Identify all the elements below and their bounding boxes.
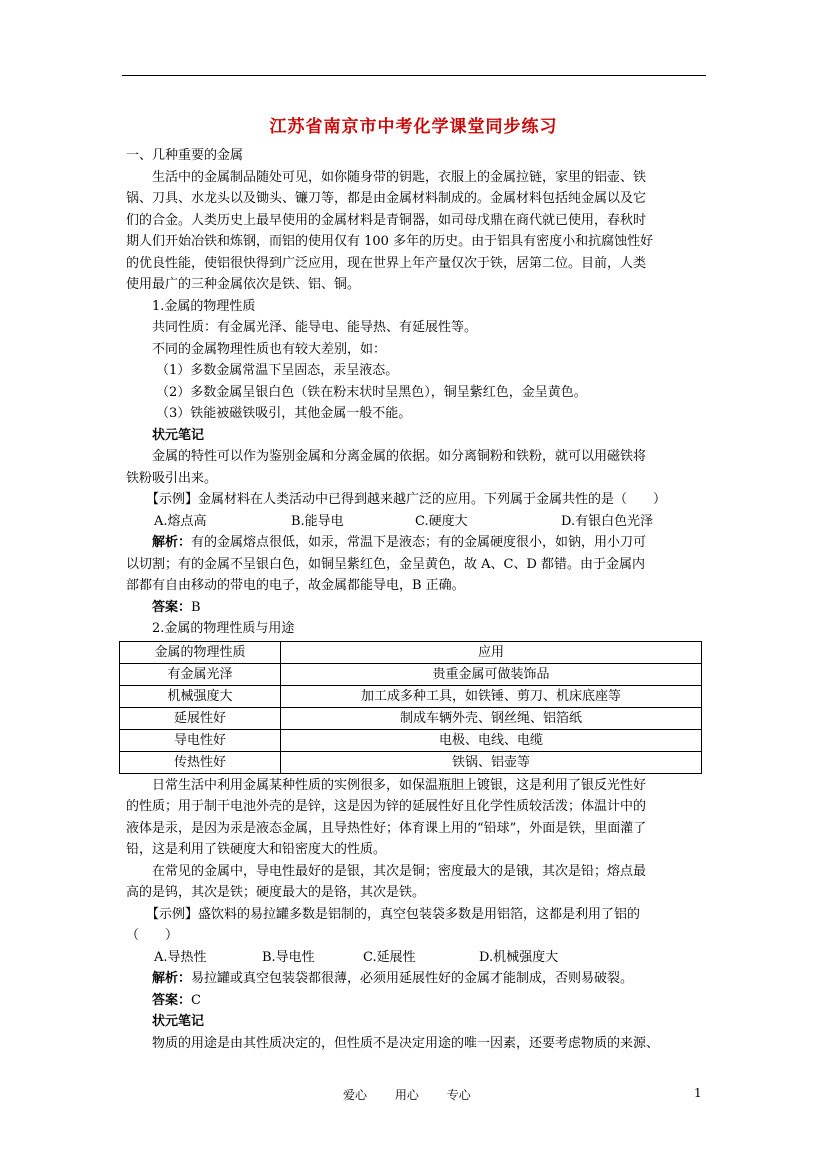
metals-line: 在常见的金属中，导电性最好的是银，其次是铜；密度最大的是锇，其次是铅；熔点最 bbox=[152, 863, 647, 879]
intro-line: 生活中的金属制品随处可见，如你随身带的钥匙，衣服上的金属拉链，家里的铝壶、铁 bbox=[152, 169, 647, 185]
subheading-properties-uses: 2.金属的物理性质与用途 bbox=[152, 621, 295, 636]
table-header: 应用 bbox=[281, 641, 702, 663]
note-heading bbox=[126, 1011, 710, 1033]
table-cell: 导电性好 bbox=[120, 729, 281, 751]
analysis-text: 易拉罐或真空包装袋都很薄，必须用延展性好的金属才能制成，否则易破裂。 bbox=[191, 971, 634, 986]
option-c: C.硬度大 bbox=[415, 513, 468, 529]
metals-line: 高的是钨，其次是铁；硬度最大的是铬，其次是铁。 bbox=[126, 885, 426, 900]
intro-line: 锅、刀具、水龙头以及锄头、镰刀等，都是由金属材料制成的。金属材料包括纯金属以及它 bbox=[126, 191, 647, 206]
table-row bbox=[120, 685, 702, 707]
daily-line: 的性质；用于制干电池外壳的是锌，这是因为锌的延展性好且化学性质较活泼；体温计中的 bbox=[126, 799, 647, 814]
analysis-label: 解析： bbox=[152, 535, 192, 550]
list-item: （3）铁能被磁铁吸引，其他金属一般不能。 bbox=[156, 406, 412, 421]
table-cell: 制成车辆外壳、钢丝绳、铝箔纸 bbox=[281, 707, 702, 729]
analysis-line: 部都有自由移动的带电的电子，故金属都能导电，B 正确。 bbox=[126, 578, 465, 593]
table-row bbox=[120, 751, 702, 773]
answer-value: C bbox=[191, 992, 201, 1008]
answer-label: 答案： bbox=[152, 992, 192, 1008]
note-heading-text: 状元笔记 bbox=[152, 1014, 205, 1029]
page-number: 1 bbox=[694, 1086, 702, 1100]
intro-line: 们的合金。人类历史上最早使用的金属材料是青铜器，如司母戊鼎在商代就已使用，春秋时 bbox=[126, 212, 647, 228]
header-rule bbox=[122, 75, 706, 76]
example-text: 盛饮料的易拉罐多数是铝制的，真空包装袋多数是用铝箔，这都是利用了铝的 bbox=[198, 906, 641, 922]
footer-word: 爱心 bbox=[343, 1088, 368, 1102]
example-2-bracket: （ ） bbox=[126, 928, 179, 943]
table-cell: 加工成多种工具，如铁锤、剪刀、机床底座等 bbox=[281, 685, 702, 707]
analysis-line: 以切割；有的金属不呈银白色，如铜呈紫红色，金呈黄色，故 A、C、D 都错。由于金属内 bbox=[126, 556, 646, 572]
answer-line bbox=[126, 990, 710, 1012]
analysis-line bbox=[126, 968, 710, 990]
answer-label: 答案： bbox=[152, 599, 192, 615]
subheading-physical-properties: 1.金属的物理性质 bbox=[152, 298, 256, 314]
note-line: 物质的用途是由其性质决定的，但性质不是决定用途的唯一因素，还要考虑物质的来源、 bbox=[152, 1035, 660, 1051]
option-b: B.导电性 bbox=[262, 949, 315, 965]
properties-table bbox=[119, 641, 702, 774]
option-d: D.有银白色光泽 bbox=[561, 513, 654, 529]
daily-line: 液体是汞，是因为汞是液态金属，且导热性好；体育课上用的“铅球”，外面是铁，里面灌了 bbox=[126, 820, 647, 836]
answer-value: B bbox=[191, 599, 201, 615]
example-1 bbox=[126, 489, 710, 511]
table-header-row bbox=[120, 641, 702, 663]
example-text: 金属材料在人类活动中已得到越来越广泛的应用。下列属于金属共性的是（ ） bbox=[198, 492, 667, 507]
daily-line: 日常生活中利用金属某种性质的实例很多，如保温瓶胆上镀银，这是利用了银反光性好 bbox=[152, 777, 647, 793]
table-cell: 贵重金属可做装饰品 bbox=[281, 663, 702, 685]
example-2-options bbox=[126, 947, 710, 969]
intro-line: 的优良性能，使铝很快得到广泛应用，现在世界上年产量仅次于铁，居第二位。目前，人类 bbox=[126, 255, 647, 271]
option-a: A.熔点高 bbox=[154, 513, 207, 529]
table-cell: 机械强度大 bbox=[120, 685, 281, 707]
note-heading-text: 状元笔记 bbox=[152, 427, 205, 443]
analysis-label: 解析： bbox=[152, 971, 192, 986]
intro-line: 期人们开始冶铁和炼钢，而铝的使用仅有 100 多年的历史。由于铝具有密度小和抗腐蚀性好 bbox=[126, 234, 654, 249]
table-cell: 延展性好 bbox=[120, 707, 281, 729]
table-row bbox=[120, 729, 702, 751]
common-properties: 共同性质：有金属光泽、能导电、能导热、有延展性等。 bbox=[152, 320, 478, 335]
table-cell: 传热性好 bbox=[120, 751, 281, 773]
different-properties: 不同的金属物理性质也有较大差别，如： bbox=[152, 341, 387, 357]
option-a: A.导热性 bbox=[154, 949, 207, 965]
page-title: 江苏省南京市中考化学课堂同步练习 bbox=[269, 117, 558, 137]
table-row bbox=[120, 707, 702, 729]
table-header: 金属的物理性质 bbox=[120, 641, 281, 663]
example-label: 【示例】 bbox=[146, 906, 199, 922]
list-item: （1）多数金属常温下呈固态，汞呈液态。 bbox=[156, 363, 399, 378]
example-2 bbox=[126, 904, 710, 926]
table-cell: 铁锅、铝壶等 bbox=[281, 751, 702, 773]
answer-line bbox=[126, 597, 710, 619]
intro-line: 使用最广的三种金属依次是铁、铝、铜。 bbox=[126, 277, 361, 292]
note-heading bbox=[126, 425, 710, 447]
list-item: （2）多数金属呈银白色（铁在粉末状时呈黑色），铜呈紫红色，金呈黄色。 bbox=[156, 384, 587, 400]
option-d: D.机械强度大 bbox=[479, 949, 559, 965]
table-cell: 电极、电线、电缆 bbox=[281, 729, 702, 751]
option-b: B.能导电 bbox=[291, 513, 344, 529]
example-1-options bbox=[126, 511, 710, 533]
note-line: 铁粉吸引出来。 bbox=[126, 470, 218, 486]
footer-word: 用心 bbox=[394, 1088, 419, 1102]
table-cell: 有金属光泽 bbox=[120, 663, 281, 685]
footer-motto bbox=[343, 1086, 495, 1103]
section-heading: 一、几种重要的金属 bbox=[126, 148, 244, 163]
option-c: C.延展性 bbox=[363, 949, 416, 965]
note-line: 金属的特性可以作为鉴别金属和分离金属的依据。如分离铜粉和铁粉，就可以用磁铁将 bbox=[152, 449, 647, 464]
footer-word: 专心 bbox=[446, 1088, 471, 1102]
table-row bbox=[120, 663, 702, 685]
example-label: 【示例】 bbox=[146, 492, 199, 507]
document-body bbox=[126, 145, 710, 1054]
analysis-line bbox=[126, 532, 710, 554]
analysis-text: 有的金属熔点很低，如汞，常温下是液态；有的金属硬度很小，如钠，用小刀可 bbox=[191, 535, 647, 550]
daily-line: 铅，这是利用了铁硬度大和铅密度大的性质。 bbox=[126, 842, 387, 857]
